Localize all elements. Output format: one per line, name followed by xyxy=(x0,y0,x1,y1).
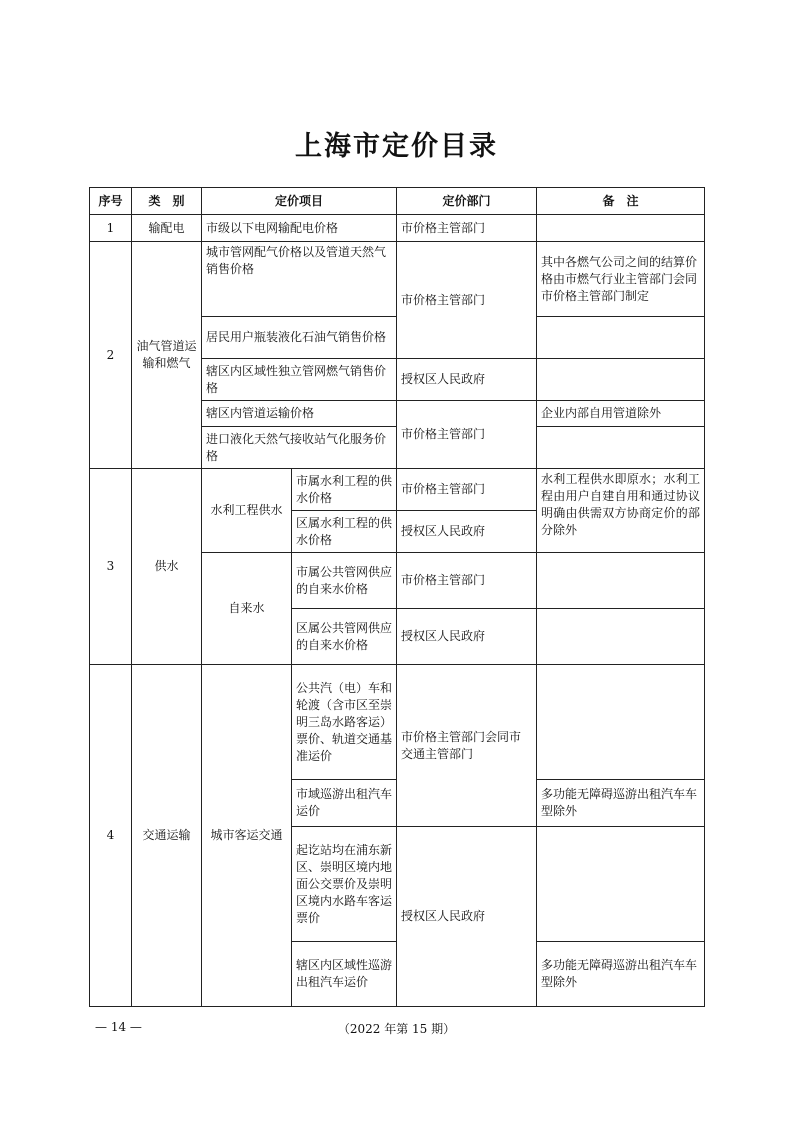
item-cell: 市级以下电网输配电价格 xyxy=(202,215,397,242)
page-number: — 14 — xyxy=(95,1020,142,1034)
category-cell: 供水 xyxy=(132,469,202,665)
dept-cell: 授权区人民政府 xyxy=(397,511,537,553)
table-header-row xyxy=(90,188,705,215)
note-cell: 水利工程供水即原水；水利工程由用户自建自用和通过协议明确由供需双方协商定价的部分除外 xyxy=(537,469,705,553)
item-cell: 辖区内管道运输价格 xyxy=(202,401,397,427)
category-cell: 交通运输 xyxy=(132,665,202,1007)
table-row xyxy=(90,469,705,511)
note-cell xyxy=(537,317,705,359)
note-cell xyxy=(537,427,705,469)
note-cell: 企业内部自用管道除外 xyxy=(537,401,705,427)
note-cell xyxy=(537,359,705,401)
note-cell xyxy=(537,827,705,942)
dept-cell: 市价格主管部门 xyxy=(397,401,537,469)
header-category: 类 别 xyxy=(132,188,202,215)
note-cell xyxy=(537,609,705,665)
page-title: 上海市定价目录 xyxy=(295,131,498,162)
category-cell: 油气管道运输和燃气 xyxy=(132,242,202,469)
item-cell: 区属公共管网供应的自来水价格 xyxy=(292,609,397,665)
item-cell: 市域巡游出租汽车运价 xyxy=(292,780,397,827)
dept-cell: 授权区人民政府 xyxy=(397,609,537,665)
table-row xyxy=(90,215,705,242)
item-cell: 辖区内区域性独立管网燃气销售价格 xyxy=(202,359,397,401)
note-cell xyxy=(537,665,705,780)
dept-cell: 授权区人民政府 xyxy=(397,359,537,401)
dept-cell: 授权区人民政府 xyxy=(397,827,537,1007)
item-cell: 居民用户瓶装液化石油气销售价格 xyxy=(202,317,397,359)
item-cell: 起讫站均在浦东新区、崇明区境内地面公交票价及崇明区境内水路车客运票价 xyxy=(292,827,397,942)
header-note: 备 注 xyxy=(537,188,705,215)
dept-cell: 市价格主管部门 xyxy=(397,469,537,511)
subcategory-cell: 水利工程供水 xyxy=(202,469,292,553)
item-cell: 进口液化天然气接收站气化服务价格 xyxy=(202,427,397,469)
seq-cell: 4 xyxy=(90,665,132,1007)
note-cell xyxy=(537,215,705,242)
subcategory-cell: 城市客运交通 xyxy=(202,665,292,1007)
item-cell: 区属水利工程的供水价格 xyxy=(292,511,397,553)
note-cell: 多功能无障碍巡游出租汽车车型除外 xyxy=(537,780,705,827)
table-row xyxy=(90,665,705,780)
item-cell: 市属水利工程的供水价格 xyxy=(292,469,397,511)
price-catalog-table xyxy=(89,187,705,1007)
seq-cell: 3 xyxy=(90,469,132,665)
dept-cell: 市价格主管部门会同市交通主管部门 xyxy=(397,665,537,827)
dept-cell: 市价格主管部门 xyxy=(397,215,537,242)
subcategory-cell: 自来水 xyxy=(202,553,292,665)
dept-cell: 市价格主管部门 xyxy=(397,553,537,609)
seq-cell: 2 xyxy=(90,242,132,469)
item-cell: 辖区内区域性巡游出租汽车运价 xyxy=(292,942,397,1007)
issue-label: （2022 年第 15 期） xyxy=(337,1022,456,1036)
item-cell: 城市管网配气价格以及管道天然气销售价格 xyxy=(202,242,397,317)
header-dept: 定价部门 xyxy=(397,188,537,215)
item-cell: 市属公共管网供应的自来水价格 xyxy=(292,553,397,609)
note-cell: 多功能无障碍巡游出租汽车车型除外 xyxy=(537,942,705,1007)
header-item: 定价项目 xyxy=(202,188,397,215)
table-row xyxy=(90,242,705,317)
dept-cell: 市价格主管部门 xyxy=(397,242,537,359)
note-cell xyxy=(537,553,705,609)
category-cell: 输配电 xyxy=(132,215,202,242)
item-cell: 公共汽（电）车和轮渡（含市区至崇明三岛水路客运）票价、轨道交通基准运价 xyxy=(292,665,397,780)
seq-cell: 1 xyxy=(90,215,132,242)
header-seq: 序号 xyxy=(90,188,132,215)
note-cell: 其中各燃气公司之间的结算价格由市燃气行业主管部门会同市价格主管部门制定 xyxy=(537,242,705,317)
